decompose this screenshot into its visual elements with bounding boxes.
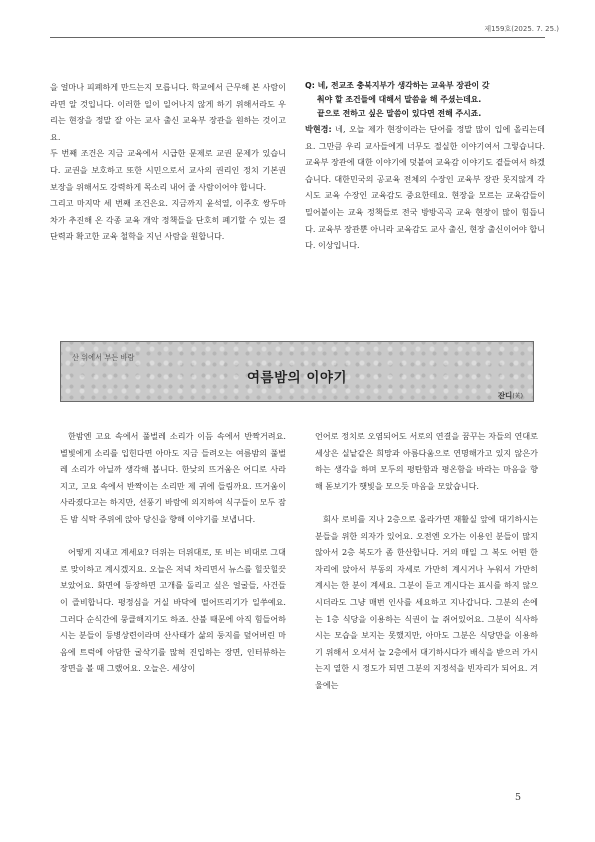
- paragraph: 언어로 정치로 오염되어도 서로의 연결을 꿈꾸는 자들의 연대로 세상은 실낱같은 희망과 아름다움으로 연명해가고 있지 않은가 하는 생각을 하며 모두의 평탄함과 평온함을 바라는 마음을 향해 돋보기가 햇빛을 모으듯 마음을 모았습니다.: [315, 431, 538, 491]
- top-right-column: [305, 79, 545, 254]
- issue-number: 제159호(2025. 7. 25.): [484, 25, 559, 33]
- paragraph-gap: [60, 528, 286, 545]
- paragraph: 한밤엔 고요 속에서 풀벌레 소리가 이듬 속에서 반짝거려요. 별빛에게 소리를 입힌다면 아마도 지금 들려오는 여름밤의 풀벌레 소리가 아닐까 생각해 봅니다. 한낮의 뜨거움은 어디로 사라지고, 고요 속에서 반짝이는 소리만 제 귀에 들림까요. 뜨거움이 사라졌다고는 하지만, 선풍기 바람에 의지하여 식구들이 모두 잠든 밤 식탁 주위에 앉아 당신을 향해 이야기를 보냅니다.: [60, 431, 286, 524]
- speaker-name: 박현경:: [305, 124, 332, 134]
- page-number: 5: [514, 792, 521, 803]
- author-name: 잔디: [497, 391, 513, 400]
- paragraph-gap: [315, 494, 538, 511]
- bottom-right-column: [315, 428, 538, 694]
- paragraph: 그리고 마지막 세 번째 조건은요. 지금까지 윤석열, 이주호 쌍두마차가 추진해 온 각종 교육 개악 정책들을 단호히 폐기할 수 있는 결단력과 확고한 교육 철학을 지닌 사람을 원합니다.: [50, 198, 286, 242]
- paragraph: 두 번째 조건은 지금 교육에서 시급한 문제로 교권 문제가 있습니다. 교권을 보호하고 또한 시민으로서 교사의 권리인 정치 기본권 보장을 위해서도 강력하게 목소리 내어 줄 사람이어야 합니다.: [50, 148, 286, 192]
- question-line: 끝으로 전하고 싶은 말씀이 있다면 전해 주시죠.: [317, 109, 482, 118]
- header-rule: [50, 37, 545, 38]
- column-banner: [60, 341, 534, 402]
- interview-question: [305, 79, 545, 121]
- paragraph: 어떻게 지내고 계세요? 더위는 더위대로, 또 비는 비대로 그대로 맞이하고 계시겠지요. 오늘은 저녁 차리면서 뉴스를 힐끗힐끗 보았어요. 화면에 등장하면 고개를 돌리고 싶은 얼굴들, 사건들이 즐비합니다. 평정심을 거실 바닥에 떨어뜨리기가 일쑤예요. 그러다 순식간에 뭉클해지기도 하죠. 산불 때문에 아직 힘들어하시는 분들이 등병상련이라며 산사태가 삶의 둥지를 덮어버린 마음에 트럭에 아담한 굴삭기를 많혀 진입하는 장면, 인터뷰하는 장면을 볼 때 그랬어요. 오늘은. 세상이: [60, 547, 286, 674]
- banner-subtitle: 산 위에서 부는 바람: [72, 353, 135, 362]
- answer-text: 네, 오늘 제가 현장이라는 단어를 정말 많이 입에 올리는데요. 그만큼 우리 교사들에게 너무도 절실한 이야기여서 그렇습니다. 교육부 장관에 대한 이야기에 덧붙여 교육감 이야기도 곁들여서 하겠습니다. 대한민국의 공교육 전체의 수장인 교육부 장관 못지않게 각 시도 교육 수장인 교육감도 중요한데요. 현장을 모르는 교육감들이 밀어붙이는 교육 정책들로 전국 방방곡곡 교육 현장이 많이 힘듭니다. 교육부 장관뿐 아니라 교육감도 교사 출신, 현장 출신이어야 합니다. 이상입니다.: [305, 124, 545, 251]
- author-byline: [498, 390, 523, 401]
- author-hanja: (芄): [512, 393, 523, 400]
- paragraph: 회사 로비를 지나 2층으로 올라가면 재활실 앞에 대기하시는 분들을 위한 의자가 있어요. 오전엔 오가는 이용인 분들이 많지 않아서 2층 복도가 좀 한산합니다. 거의 매일 그 복도 어떤 한 자리에 앉아서 부동의 자세로 가만히 계시거나 누워서 가만히 계시는 한 분이 계세요. 그분이 듣고 계시다는 표시를 하지 않으시더라도 그냥 매번 인사를 세요하고 지나갑니다. 그분의 손에는 1층 식당을 이용하는 식권이 늘 쥐어있어요. 그분이 식사하시는 모습을 보지는 못했지만, 아마도 그분은 식당만을 이용하기 위해서 오셔서 늘 2층에서 대기하시다가 배식을 받으러 가시는지 열한 시 정도가 되면 그분의 지정석을 빈자리가 되어요. 겨울에는: [315, 513, 538, 690]
- question-prefix: Q:: [305, 81, 315, 90]
- bottom-left-column: [60, 428, 286, 677]
- top-left-column: [50, 79, 286, 245]
- paragraph: 을 얼마나 피폐하게 만드는지 모릅니다. 학교에서 근무해 본 사람이라면 알 것입니다. 이러한 일이 일어나지 않게 하기 위해서라도 우리는 현장을 정말 잘 아는 교사 출신 교육부 장관을 원하는 것이고요.: [50, 82, 286, 142]
- question-line: 춰야 할 조건들에 대해서 말씀을 해 주셨는데요.: [317, 95, 482, 104]
- article-title: 여름밤의 이야기: [247, 370, 347, 386]
- question-line: 네, 전교조 충북지부가 생각하는 교육부 장관이 갖: [317, 81, 490, 90]
- interview-answer: [305, 121, 545, 254]
